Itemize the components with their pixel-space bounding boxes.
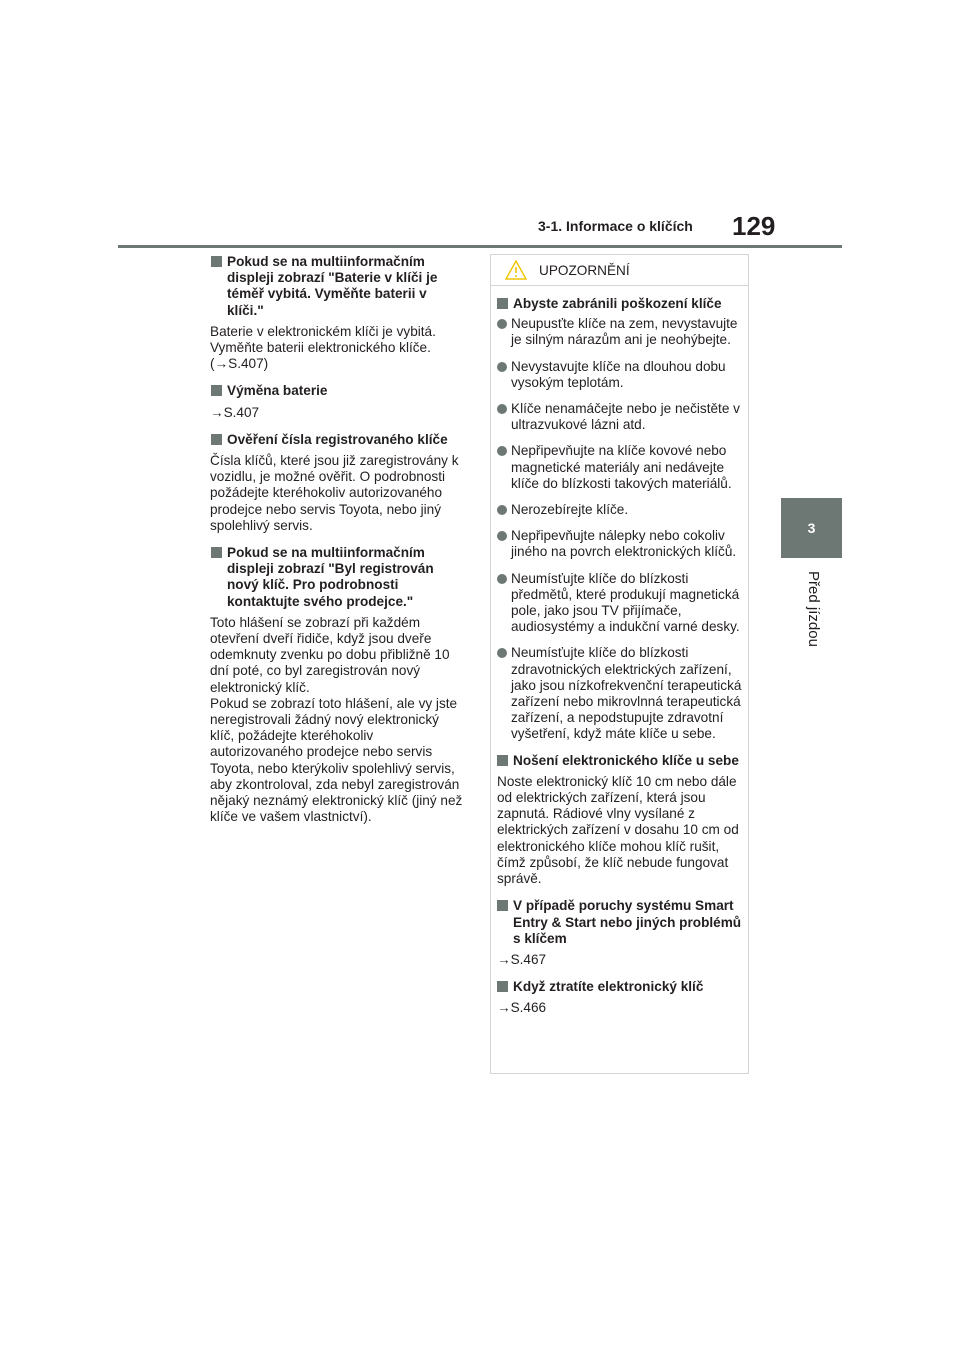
warning-section-heading: Abyste zabránili poškození klíče [513, 296, 722, 311]
square-bullet-icon [211, 385, 222, 396]
section-text-continued: Pokud se zobrazí toto hlášení, ale vy jste neregistrovali žádný nový elektronický klíč, požádejte kteréhokoliv autorizovaného prodejce nebo servis Toyota, nebo kterýkoliv spolehlivý servis, aby zkontroloval, zda nebyl zaregistrován nějaký neznámý elektronický klíč (jiný než klíče ve vašem vlastnictví). [210, 695, 463, 825]
section-heading: Pokud se na multiinformačním displeji zobrazí "Byl registrován nový klíč. Pro podrobnosti kontaktujte svého prodejce." [227, 545, 434, 609]
square-bullet-icon [211, 434, 222, 445]
square-bullet-icon [211, 547, 222, 558]
list-item: Nepřipevňujte na klíče kovové nebo magnetické materiály ani nedávejte klíče do blízkosti takových materiálů. [497, 443, 742, 492]
list-item: Neumísťujte klíče do blízkosti předmětů, které produkují magnetická pole, jako jsou TV přijímače, audiosystémy a indukční varné desky. [497, 571, 742, 636]
page-reference-link[interactable]: →S.466 [497, 1000, 547, 1016]
section-title: 3-1. Informace o klíčích [538, 218, 693, 234]
warning-box [490, 254, 749, 1074]
section-heading: Pokud se na multiinformačním displeji zobrazí "Baterie v klíči je téměř vybitá. Vyměňte baterii v klíči." [227, 254, 438, 318]
chapter-number: 3 [807, 520, 816, 536]
section-key-number [210, 432, 464, 534]
warning-header [491, 255, 748, 286]
square-bullet-icon [497, 298, 508, 309]
round-bullet-icon [497, 319, 507, 329]
page-reference-link[interactable]: →S.407 [210, 404, 260, 420]
warning-body [491, 286, 748, 1017]
section-text: Toto hlášení se zobrazí při každém otevření dveří řidiče, když jsou dveře odemknuty zvenku po dobu přibližně 10 dní poté, co byl zaregistrován nový elektronický klíč. [210, 614, 450, 695]
square-bullet-icon [497, 755, 508, 766]
list-item: Nerozebírejte klíče. [497, 502, 742, 518]
warning-section-heading: Když ztratíte elektronický klíč [513, 979, 704, 995]
list-item: Nepřipevňujte nálepky nebo cokoliv jiného na povrch elektronických klíčů. [497, 528, 742, 560]
chapter-title: Před jízdou [805, 571, 822, 647]
round-bullet-icon [497, 648, 507, 658]
round-bullet-icon [497, 574, 507, 584]
section-heading: Výměna baterie [227, 383, 328, 399]
section-text: Baterie v elektronickém klíči je vybitá. Vyměňte baterii elektronického klíče. (→S.407) [210, 323, 436, 372]
list-item: Neupusťte klíče na zem, nevystavujte je silným nárazům ani je neohýbejte. [497, 316, 742, 348]
section-new-key [210, 545, 464, 825]
warning-title: UPOZORNĚNÍ [539, 263, 630, 278]
page-number: 129 [732, 211, 776, 241]
header-divider [118, 245, 842, 248]
warning-section-text: Noste elektronický klíč 10 cm nebo dále od elektrických zařízení, která jsou zapnutá. Rádiové vlny vysílané z elektrických zařízení v dosahu 10 cm od elektronického klíče mohou klíč rušit, čímž způsobí, že klíč nebude fungovat správě. [497, 773, 739, 887]
round-bullet-icon [497, 505, 507, 515]
round-bullet-icon [497, 446, 507, 456]
round-bullet-icon [497, 362, 507, 372]
left-column [210, 254, 464, 837]
list-item: Nevystavujte klíče na dlouhou dobu vysokým teplotám. [497, 359, 742, 391]
square-bullet-icon [211, 256, 222, 267]
square-bullet-icon [497, 981, 508, 992]
section-heading: Ověření čísla registrovaného klíče [227, 431, 448, 447]
section-battery-replacement [210, 383, 464, 420]
warning-section-heading: V případě poruchy systému Smart Entry & Start nebo jiných problémů s klíčem [513, 898, 742, 946]
section-text: Čísla klíčů, které jsou již zaregistrovány k vozidlu, je možné ověřit. O podrobnosti požádejte kteréhokoliv autorizovaného prodejce nebo servis Toyota, nebo jiný spolehlivý servis. [210, 453, 459, 533]
section-low-battery [210, 254, 464, 372]
warning-triangle-icon [505, 260, 527, 280]
round-bullet-icon [497, 404, 507, 414]
page-reference-link[interactable]: →S.467 [497, 951, 547, 967]
list-item: Neumísťujte klíče do blízkosti zdravotnických elektrických zařízení, jako jsou nízkofrekvenční terapeutická zařízení nebo mikrovlnná terapeutická zařízení, a nepodstupujte zdravotní vyšetření, když máte klíče u sebe. [497, 645, 742, 742]
round-bullet-icon [497, 531, 507, 541]
list-item: Klíče nenamáčejte nebo je nečistěte v ultrazvukové lázni atd. [497, 401, 742, 433]
warning-section-heading: Nošení elektronického klíče u sebe [513, 752, 739, 768]
square-bullet-icon [497, 900, 508, 911]
